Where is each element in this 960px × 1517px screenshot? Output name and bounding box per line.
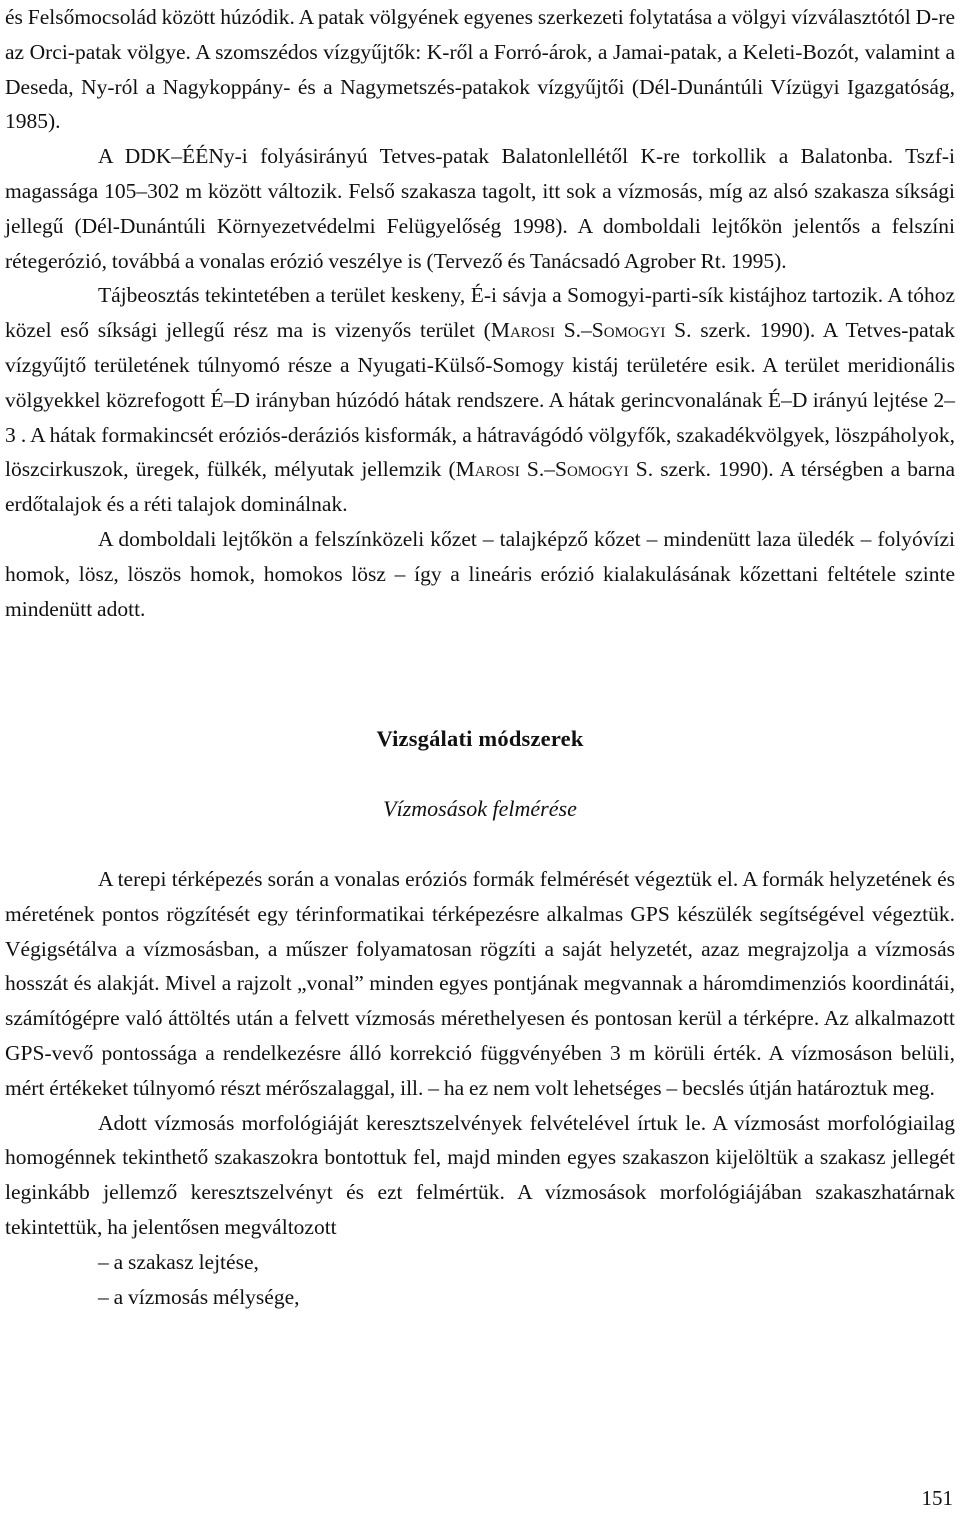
paragraph-intro-3 bbox=[5, 278, 955, 522]
section-subheading: Vízmosások felmérése bbox=[383, 796, 577, 822]
text-run: S.– bbox=[519, 457, 555, 482]
section-heading: Vizsgálati módszerek bbox=[376, 726, 584, 752]
subheading-spacer bbox=[5, 827, 955, 862]
list-item: – a vízmosás mélysége, bbox=[98, 1284, 300, 1309]
page-number: 151 bbox=[921, 1486, 953, 1510]
paragraph-intro-4: A domboldali lejtőkön a felszínközeli kőzet – talajképző kőzet – mindenütt laza üledék – folyóvízi homok, lösz, löszös homok, homokos lösz – így a lineáris erózió kialakulásának kőzettani feltétele szinte mindenütt adott. bbox=[5, 526, 955, 621]
author-name: Marosi bbox=[455, 457, 520, 482]
section-spacer bbox=[5, 626, 955, 722]
heading-spacer bbox=[5, 757, 955, 792]
paragraph-intro-1: és Felsőmocsolád között húzódik. A patak völgyének egyenes szerkezeti folytatása a völgyi vízválasztótól D-re az Orci-patak völgye. A szomszédos vízgyűjtők: K-ről a Forró-árok, a Jamai-patak, a Keleti-Bozót, valamint a Deseda, Ny-ról a Nagykoppány- és a Nagymetszés-patakok vízgyűjtői (Dél-Dunántúli Vízügyi Igazgatóság, 1985). bbox=[5, 5, 955, 134]
text-run: S. szerk. 1990). A Tetves-patak vízgyűjtő területének túlnyomó része a Nyugati-Külső-Somogy kistáj területére esik. A terület meridionális völgyekkel közrefogott É–D irányban húzódó hátak rendszere. A hátak gerincvonalának É–D irányú lejtése 2–3 . A hátak formakincsét eróziós-deráziós kisformák, a hátravágódó völgyfők, szakadékvölgyek, löszpáholyok, löszcirkuszok, üregek, fülkék, mélyutak jellemzik ( bbox=[5, 318, 955, 482]
text-run: S. szerk. 1990). A térségben a barna erdőtalajok és a réti talajok dominálnak. bbox=[5, 457, 955, 517]
text-run: S.– bbox=[554, 318, 592, 343]
author-name: Marosi bbox=[490, 318, 555, 343]
page-body bbox=[5, 0, 955, 1314]
author-name: Somogyi bbox=[591, 318, 666, 343]
paragraph-intro-2: A DDK–ÉÉNy-i folyásirányú Tetves-patak Balatonlellétől K-re torkollik a Balatonba. Tszf-i magassága 105–302 m között változik. Felső szakasza tagolt, itt sok a vízmosás, míg az alsó szakasza síksági jellegű (Dél-Dunántúli Környezetvédelmi Felügyelőség 1998). A domboldali lejtőkön jelentős a felszíni rétegerózió, továbbá a vonalas erózió veszélye is (Tervező és Tanácsadó Agrober Rt. 1995). bbox=[5, 144, 955, 273]
author-name: Somogyi bbox=[554, 457, 629, 482]
text-run: Tájbeosztás tekintetében a terület keskeny, É-i sávja a Somogyi-parti-sík kistájhoz tartozik. A tóhoz közel eső síksági jellegű rész ma is vizenyős terület ( bbox=[5, 283, 955, 343]
list-item: – a szakasz lejtése, bbox=[98, 1249, 259, 1274]
paragraph-methods-1: A terepi térképezés során a vonalas eróziós formák felmérését végeztük el. A formák helyzetének és méretének pontos rögzítését egy térinformatikai térképezésre alkalmas GPS készülék segítségével végeztük. Végigsétálva a vízmosásban, a műszer folyamatosan rögzíti a saját helyzetét, azaz megrajzolja a vízmosás hosszát és alakját. Mivel a rajzolt „vonal” minden egyes pontjának megvannak a háromdimenziós koordinátái, számítógépre való áttöltés után a felvett vízmosás mérethelyesen és pontosan kerül a térképre. Az alkalmazott GPS-vevő pontossága a rendelkezésre álló korrekció függvényében 3 m körüli érték. A vízmosáson belüli, mért értékeket túlnyomó részt mérőszalaggal, ill. – ha ez nem volt lehetséges – becslés útján határoztuk meg. bbox=[5, 866, 955, 1100]
paragraph-methods-2: Adott vízmosás morfológiáját keresztszelvények felvételével írtuk le. A vízmosást morfológiailag homogénnek tekinthető szakaszokra bontottuk fel, majd minden egyes szakaszon kijelöltük a szakasz jellegét leginkább jellemző keresztszelvényt és ezt felmértük. A vízmosások morfológiájában szakaszhatárnak tekintettük, ha jelentősen megváltozott bbox=[5, 1110, 955, 1239]
